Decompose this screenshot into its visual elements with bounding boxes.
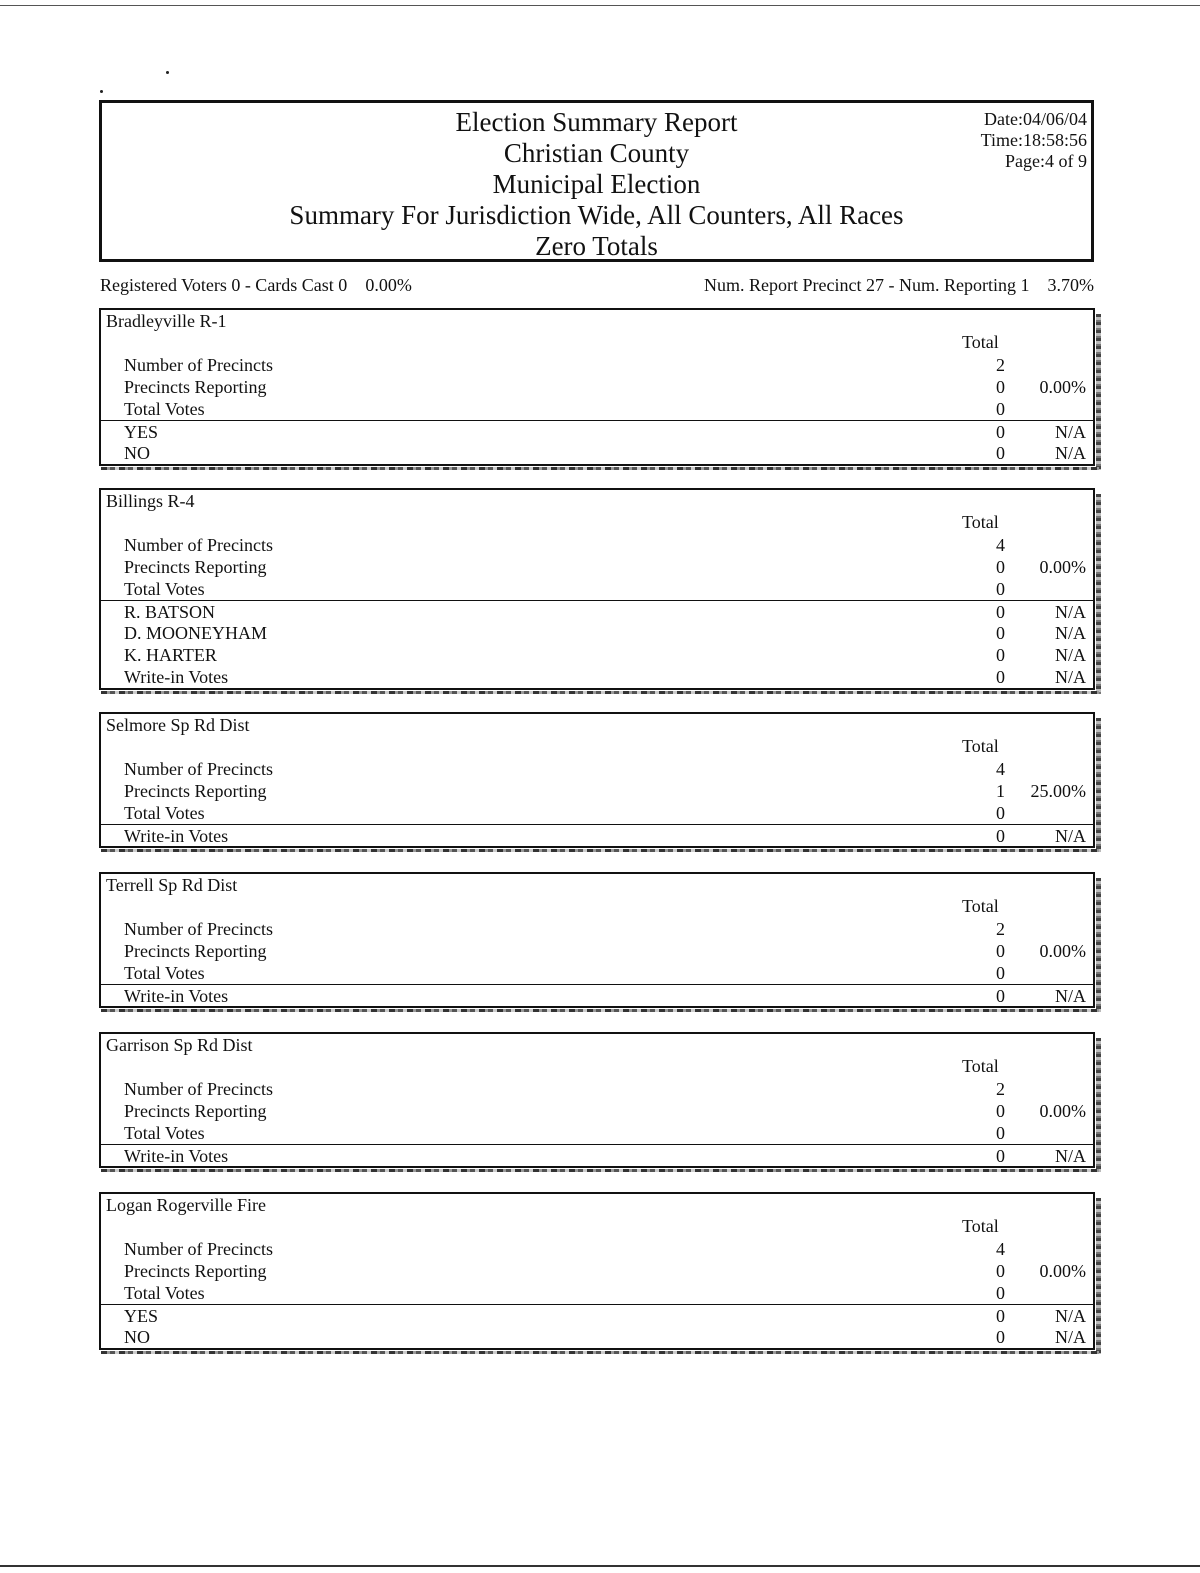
choice-row (101, 420, 1093, 443)
row-label: Number of Precincts (124, 1239, 273, 1259)
row-total: 0 (996, 399, 1005, 419)
row-total: 0 (996, 1261, 1005, 1281)
row-label: Number of Precincts (124, 759, 273, 779)
row-label: Precincts Reporting (124, 1261, 267, 1281)
row-label: Precincts Reporting (124, 377, 267, 397)
row-total: 4 (996, 1239, 1005, 1259)
row-total: 0 (996, 1101, 1005, 1121)
choice-row (101, 600, 1093, 623)
stat-row (101, 1122, 1093, 1144)
row-total: 0 (996, 1306, 1005, 1326)
report-header (99, 100, 1094, 262)
row-total: 0 (996, 1283, 1005, 1303)
report-title-block (102, 107, 1091, 262)
choice-row (101, 1304, 1093, 1327)
row-total: 0 (996, 557, 1005, 577)
precinct-report-text: Num. Report Precinct 27 - Num. Reporting 1 (704, 275, 1030, 295)
contest-name: Terrell Sp Rd Dist (106, 875, 238, 895)
row-label: Total Votes (124, 803, 205, 823)
row-label: Write-in Votes (124, 667, 229, 687)
precinct-pct: 3.70% (1047, 275, 1094, 295)
row-label: R. BATSON (124, 602, 216, 622)
contest-box (99, 872, 1095, 1008)
stat-row (101, 376, 1093, 398)
row-percent: N/A (1055, 602, 1086, 622)
row-percent: N/A (1055, 443, 1086, 463)
registered-pct: 0.00% (365, 275, 412, 295)
row-total: 0 (996, 667, 1005, 687)
report-date: Date:04/06/04 (984, 109, 1087, 129)
row-percent: N/A (1055, 623, 1086, 643)
row-label: Total Votes (124, 1283, 205, 1303)
row-percent: N/A (1055, 1327, 1086, 1347)
report-meta (981, 109, 1087, 172)
election-name: Municipal Election (492, 169, 701, 199)
choice-row (101, 622, 1093, 644)
report-title: Election Summary Report (455, 107, 738, 137)
stat-row (101, 398, 1093, 420)
row-label: Number of Precincts (124, 919, 273, 939)
row-total: 0 (996, 443, 1005, 463)
stat-row (101, 758, 1093, 780)
row-percent: 0.00% (1039, 1101, 1086, 1121)
total-column-header: Total (962, 1216, 999, 1236)
row-total: 0 (996, 579, 1005, 599)
choice-row (101, 644, 1093, 666)
report-page: Page:4 of 9 (1005, 151, 1087, 171)
registered-voters-summary (100, 275, 412, 296)
scan-speck (100, 90, 103, 93)
row-label: Precincts Reporting (124, 941, 267, 961)
row-total: 4 (996, 759, 1005, 779)
contest-box (99, 308, 1095, 466)
totals-type: Zero Totals (535, 231, 658, 261)
contest-box (99, 712, 1095, 848)
row-total: 0 (996, 602, 1005, 622)
stat-row (101, 534, 1093, 556)
row-label: Total Votes (124, 399, 205, 419)
row-total: 0 (996, 963, 1005, 983)
contest-name: Selmore Sp Rd Dist (106, 715, 250, 735)
row-total: 0 (996, 377, 1005, 397)
row-percent: N/A (1055, 645, 1086, 665)
row-percent: 25.00% (1030, 781, 1086, 801)
contest-box (99, 1192, 1095, 1350)
row-total: 0 (996, 645, 1005, 665)
contest-name: Logan Rogerville Fire (106, 1195, 266, 1215)
row-total: 0 (996, 1146, 1005, 1166)
stat-row (101, 780, 1093, 802)
row-percent: 0.00% (1039, 377, 1086, 397)
row-label: Precincts Reporting (124, 1101, 267, 1121)
report-time: Time:18:58:56 (980, 130, 1087, 150)
total-column-header: Total (962, 1056, 999, 1076)
choice-row (101, 1144, 1093, 1167)
stat-row (101, 1100, 1093, 1122)
stat-row (101, 940, 1093, 962)
row-percent: N/A (1055, 422, 1086, 442)
row-label: D. MOONEYHAM (124, 623, 267, 643)
stat-row (101, 1078, 1093, 1100)
total-column-header: Total (962, 736, 999, 756)
county-name: Christian County (503, 138, 690, 168)
stat-row (101, 802, 1093, 824)
row-label: Total Votes (124, 1123, 205, 1143)
row-total: 2 (996, 355, 1005, 375)
row-percent: 0.00% (1039, 1261, 1086, 1281)
stat-row (101, 1238, 1093, 1260)
contest-box (99, 1032, 1095, 1168)
row-percent: N/A (1055, 1146, 1086, 1166)
scan-edge-top (0, 5, 1200, 6)
row-label: Number of Precincts (124, 535, 273, 555)
row-total: 1 (996, 781, 1005, 801)
row-label: Write-in Votes (124, 1146, 229, 1166)
row-percent: 0.00% (1039, 941, 1086, 961)
row-total: 4 (996, 535, 1005, 555)
row-percent: N/A (1055, 667, 1086, 687)
row-label: Write-in Votes (124, 826, 229, 846)
stat-row (101, 1282, 1093, 1304)
contest-name: Bradleyville R-1 (106, 311, 227, 331)
contest-name: Billings R-4 (106, 491, 195, 511)
row-percent: N/A (1055, 986, 1086, 1006)
scan-speck (166, 71, 169, 74)
total-column-header: Total (962, 896, 999, 916)
stat-row (101, 918, 1093, 940)
choice-row (101, 824, 1093, 847)
contest-box (99, 488, 1095, 690)
choice-row (101, 442, 1093, 464)
row-percent: N/A (1055, 826, 1086, 846)
row-label: Total Votes (124, 579, 205, 599)
row-total: 2 (996, 1079, 1005, 1099)
total-column-header: Total (962, 512, 999, 532)
row-total: 0 (996, 623, 1005, 643)
choice-row (101, 1326, 1093, 1348)
row-label: YES (124, 422, 159, 442)
stat-row (101, 962, 1093, 984)
row-total: 0 (996, 1123, 1005, 1143)
choice-row (101, 666, 1093, 688)
row-total: 0 (996, 986, 1005, 1006)
row-label: Total Votes (124, 963, 205, 983)
stat-row (101, 1260, 1093, 1282)
row-label: Precincts Reporting (124, 781, 267, 801)
contest-name: Garrison Sp Rd Dist (106, 1035, 253, 1055)
precinct-reporting-summary (704, 275, 1094, 296)
row-total: 0 (996, 803, 1005, 823)
row-label: NO (124, 443, 150, 463)
stat-row (101, 556, 1093, 578)
row-total: 0 (996, 826, 1005, 846)
row-label: YES (124, 1306, 159, 1326)
scan-edge-bottom (0, 1565, 1200, 1567)
row-label: K. HARTER (124, 645, 217, 665)
summary-scope: Summary For Jurisdiction Wide, All Counters, All Races (289, 200, 904, 230)
choice-row (101, 984, 1093, 1007)
stat-row (101, 578, 1093, 600)
row-percent: N/A (1055, 1306, 1086, 1326)
row-label: Number of Precincts (124, 1079, 273, 1099)
row-label: Number of Precincts (124, 355, 273, 375)
registered-cards-text: Registered Voters 0 - Cards Cast 0 (100, 275, 348, 295)
row-total: 0 (996, 422, 1005, 442)
row-total: 0 (996, 941, 1005, 961)
total-column-header: Total (962, 332, 999, 352)
stat-row (101, 354, 1093, 376)
row-percent: 0.00% (1039, 557, 1086, 577)
row-label: NO (124, 1327, 150, 1347)
row-label: Precincts Reporting (124, 557, 267, 577)
row-total: 0 (996, 1327, 1005, 1347)
row-total: 2 (996, 919, 1005, 939)
row-label: Write-in Votes (124, 986, 229, 1006)
